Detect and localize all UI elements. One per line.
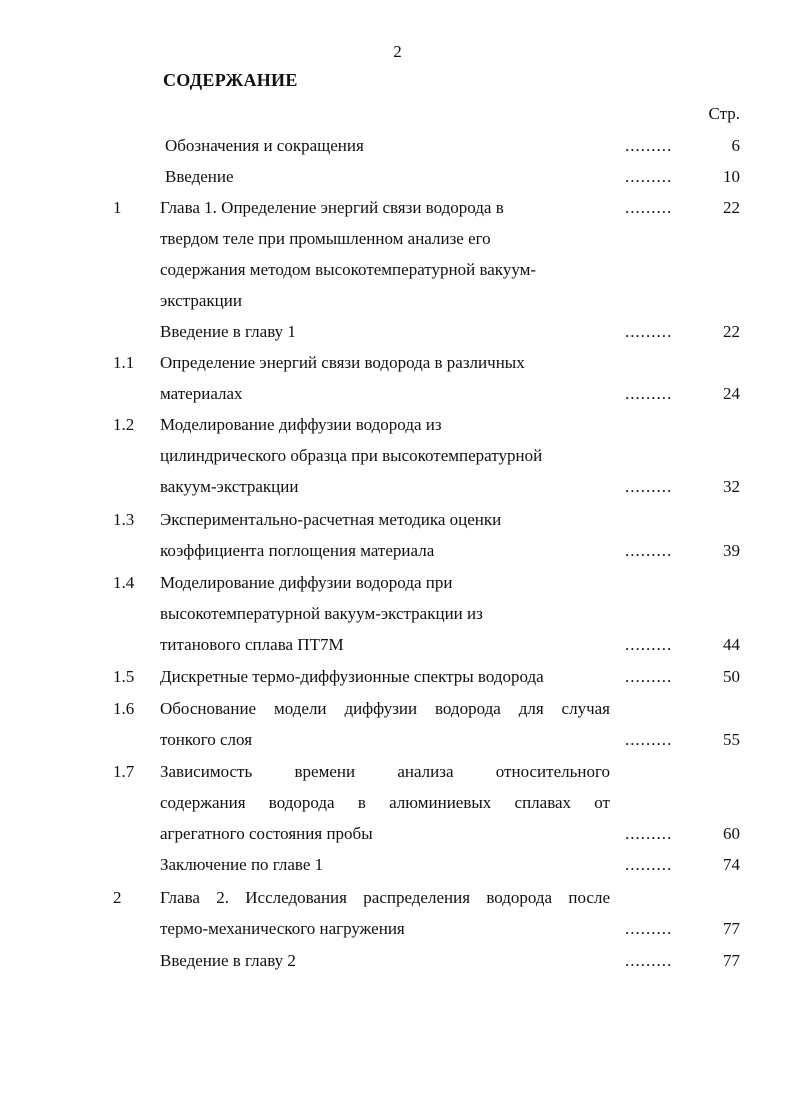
entry-line: термо-механического нагружения — [160, 919, 405, 938]
entry-page-number: 44 — [723, 635, 740, 654]
entry-page-number: 55 — [723, 730, 740, 749]
leader-dots: ......... — [625, 919, 673, 938]
entry-text — [160, 849, 610, 880]
page-number: 2 — [393, 42, 402, 61]
leader-dots: ......... — [625, 167, 673, 186]
entry-page-number: 77 — [723, 951, 740, 970]
entry-text — [165, 161, 615, 192]
entry-text — [160, 409, 610, 502]
leader-dots: ......... — [625, 541, 673, 560]
entry-line: содержания водорода в алюминиевых сплавах от — [160, 793, 610, 812]
entry-number: 1.7 — [113, 762, 135, 781]
entry-line: Заключение по главе 1 — [160, 855, 324, 874]
entry-line: Дискретные термо-диффузионные спектры водорода — [160, 667, 544, 686]
toc-title: СОДЕРЖАНИЕ — [163, 70, 298, 90]
entry-number: 1.5 — [113, 667, 135, 686]
entry-page-number: 74 — [723, 855, 740, 874]
entry-text — [160, 504, 610, 566]
entry-line: агрегатного состояния пробы — [160, 824, 373, 843]
entry-number: 1.4 — [113, 573, 135, 592]
entry-number: 1.2 — [113, 415, 135, 434]
entry-text — [165, 130, 615, 161]
entry-text — [160, 661, 610, 692]
entry-line: цилиндрического образца при высокотемпературной — [160, 446, 543, 465]
entry-number: 2 — [113, 888, 122, 907]
leader-dots: ......... — [625, 635, 673, 654]
leader-dots: ......... — [625, 384, 673, 403]
entry-line: экстракции — [160, 291, 242, 310]
entry-line: Введение — [165, 167, 234, 186]
entry-line: Глава 2. Исследования распределения водорода после — [160, 888, 610, 907]
entry-line: Определение энергий связи водорода в различных — [160, 353, 525, 372]
entry-line: Введение в главу 2 — [160, 951, 296, 970]
entry-page-number: 39 — [723, 541, 740, 560]
leader-dots: ......... — [625, 477, 673, 496]
leader-dots: ......... — [625, 730, 673, 749]
entry-line: содержания методом высокотемпературной вакуум- — [160, 260, 537, 279]
entry-line: Глава 1. Определение энергий связи водорода в — [160, 198, 504, 217]
entry-text — [160, 756, 610, 849]
entry-line: вакуум-экстракции — [160, 477, 299, 496]
entry-text — [160, 347, 610, 409]
entry-line: Обоснование модели диффузии водорода для случая — [160, 699, 610, 718]
leader-dots: ......... — [625, 198, 673, 217]
entry-line: материалах — [160, 384, 243, 403]
page-column-header: Стр. — [708, 104, 740, 123]
entry-number: 1.1 — [113, 353, 135, 372]
entry-text — [160, 192, 610, 316]
entry-page-number: 24 — [723, 384, 740, 403]
entry-text — [160, 945, 610, 976]
leader-dots: ......... — [625, 824, 673, 843]
entry-line: Моделирование диффузии водорода из — [160, 415, 442, 434]
entry-text — [160, 693, 610, 755]
entry-page-number: 50 — [723, 667, 740, 686]
leader-dots: ......... — [625, 855, 673, 874]
leader-dots: ......... — [625, 951, 673, 970]
entry-page-number: 32 — [723, 477, 740, 496]
entry-page-number: 10 — [723, 167, 740, 186]
entry-line: высокотемпературной вакуум-экстракции из — [160, 604, 483, 623]
leader-dots: ......... — [625, 136, 673, 155]
entry-text — [160, 316, 610, 347]
entry-line: Моделирование диффузии водорода при — [160, 573, 453, 592]
entry-number: 1.3 — [113, 510, 135, 529]
entry-line: твердом теле при промышленном анализе его — [160, 229, 491, 248]
entry-line: Введение в главу 1 — [160, 322, 296, 341]
entry-page-number: 22 — [723, 198, 740, 217]
entry-page-number: 6 — [731, 136, 740, 155]
entry-page-number: 22 — [723, 322, 740, 341]
entry-text — [160, 567, 610, 660]
entry-line: титанового сплава ПТ7М — [160, 635, 344, 654]
entry-text — [160, 882, 610, 944]
entry-number: 1.6 — [113, 699, 135, 718]
entry-line: Зависимость времени анализа относительного — [160, 762, 610, 781]
entry-line: коэффициента поглощения материала — [160, 541, 435, 560]
entry-number: 1 — [113, 198, 122, 217]
leader-dots: ......... — [625, 667, 673, 686]
entry-page-number: 60 — [723, 824, 740, 843]
entry-line: Обозначения и сокращения — [165, 136, 364, 155]
entry-line: тонкого слоя — [160, 730, 253, 749]
leader-dots: ......... — [625, 322, 673, 341]
entry-page-number: 77 — [723, 919, 740, 938]
entry-line: Экспериментально-расчетная методика оценки — [160, 510, 502, 529]
